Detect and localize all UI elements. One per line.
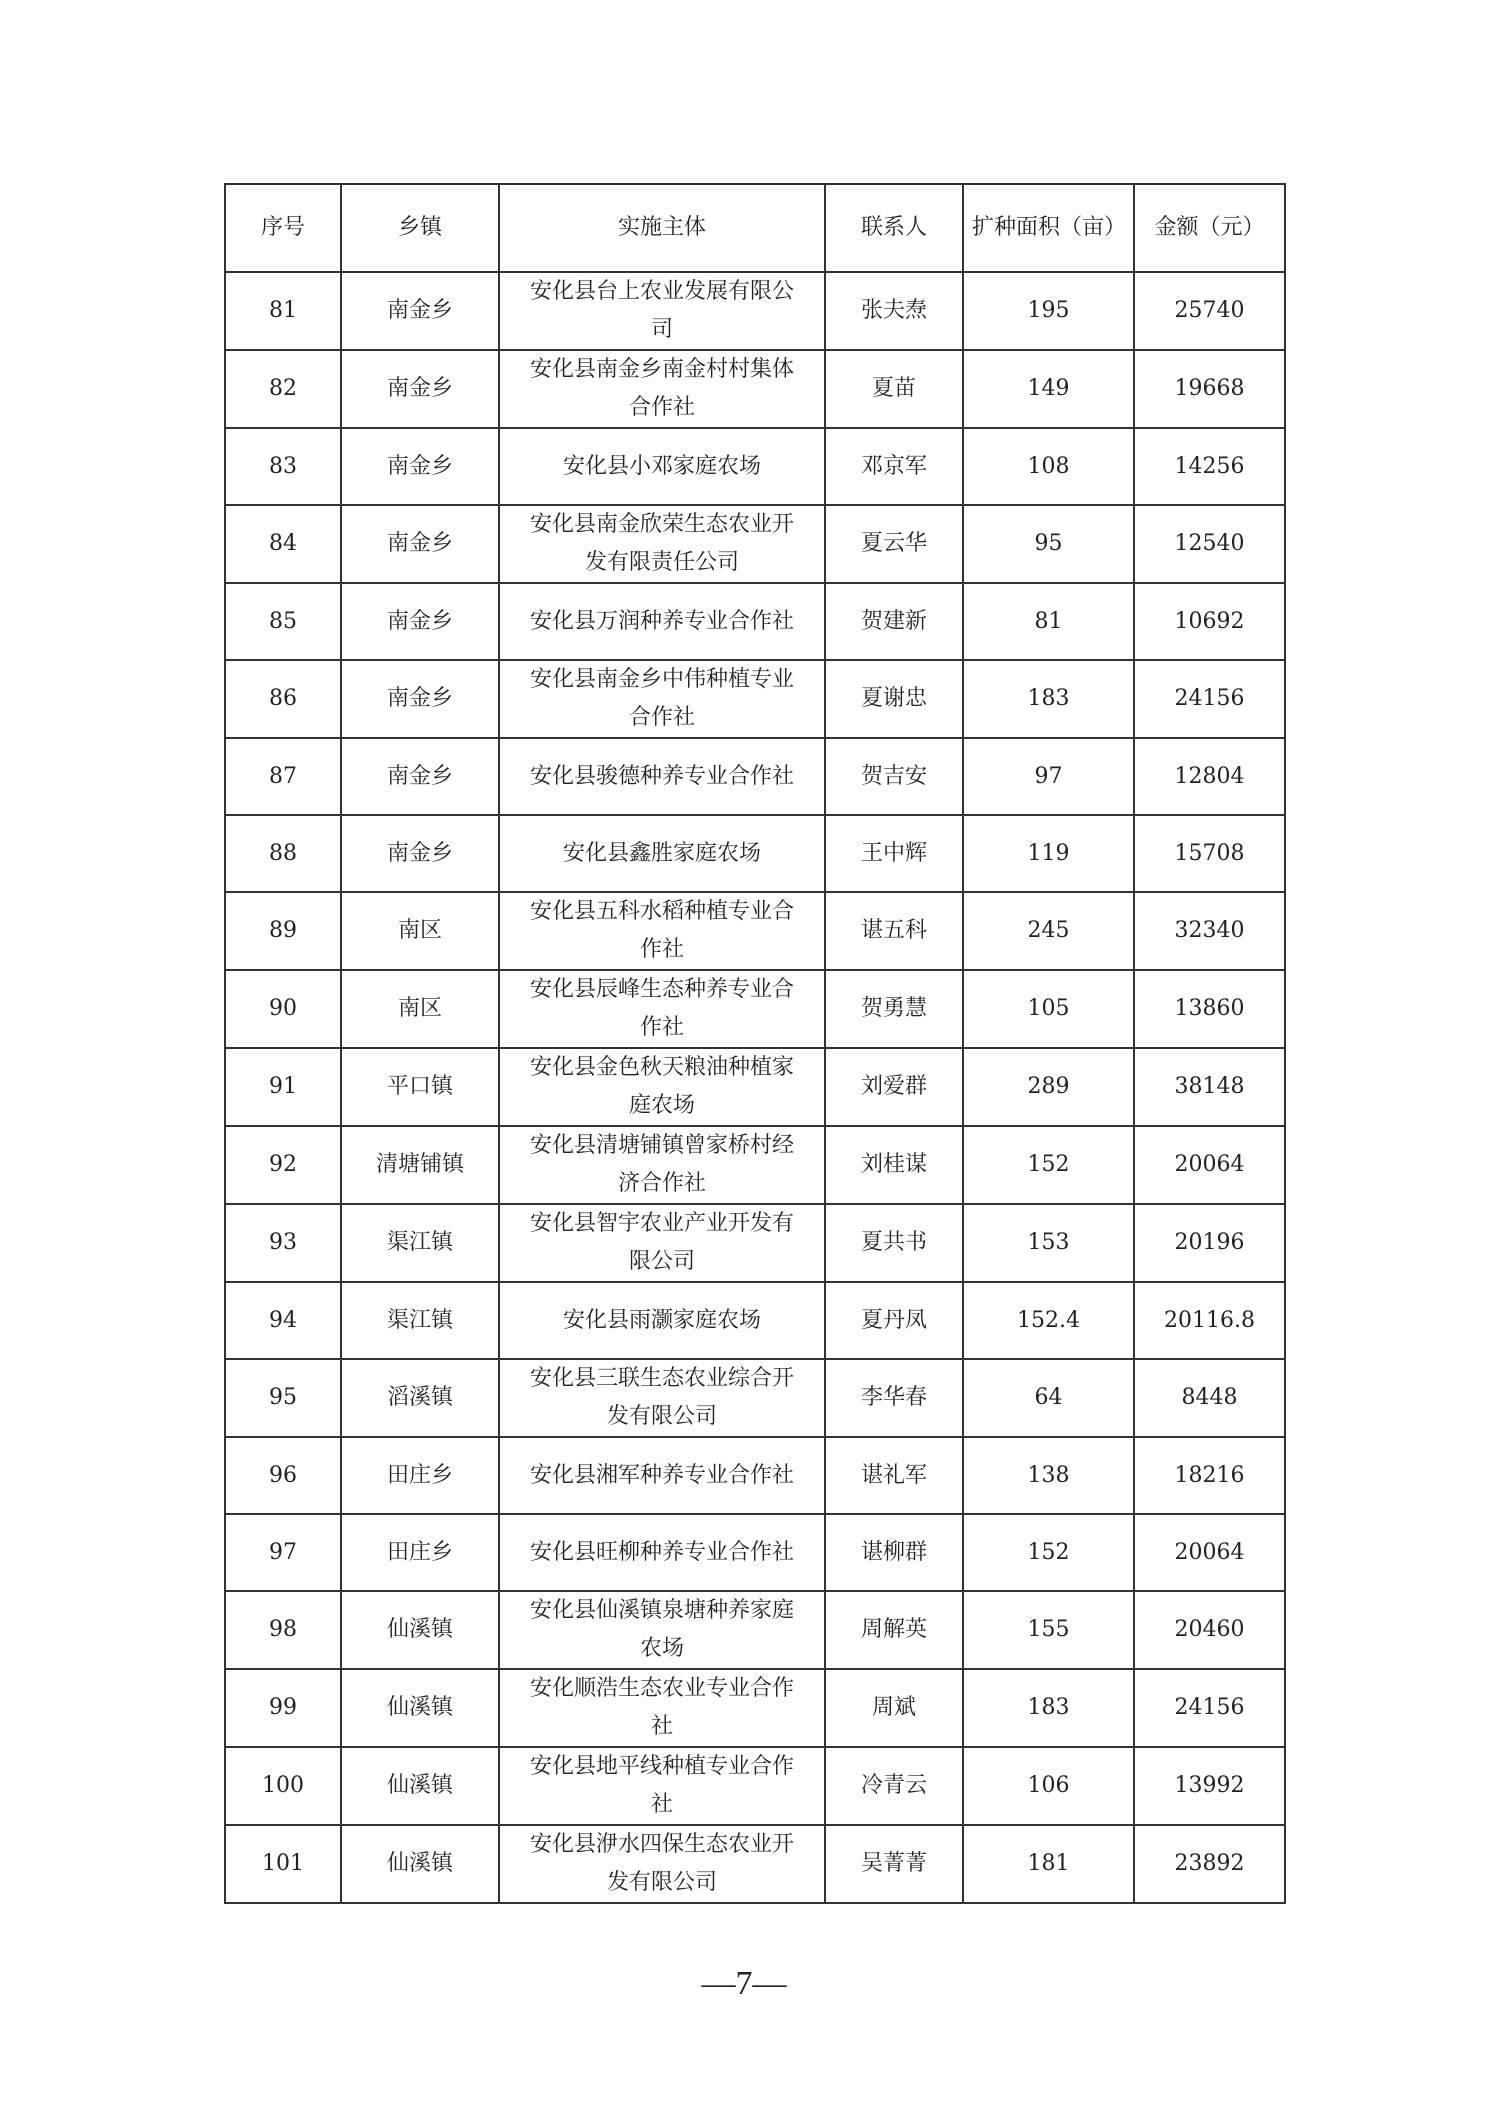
cell-township: 仙溪镇 — [341, 1747, 499, 1825]
cell-area: 152 — [963, 1514, 1134, 1591]
table-row — [225, 350, 1285, 428]
cell-township: 南金乡 — [341, 583, 499, 660]
cell-index: 98 — [225, 1591, 341, 1669]
cell-index: 100 — [225, 1747, 341, 1825]
cell-contact: 刘桂谋 — [825, 1126, 963, 1204]
cell-index: 83 — [225, 428, 341, 505]
table-header-row — [225, 184, 1285, 272]
cell-amount: 20116.8 — [1134, 1282, 1285, 1359]
cell-contact: 邓京军 — [825, 428, 963, 505]
table-row — [225, 1282, 1285, 1359]
cell-index: 101 — [225, 1825, 341, 1903]
cell-amount: 20064 — [1134, 1514, 1285, 1591]
cell-township: 平口镇 — [341, 1048, 499, 1126]
cell-area: 106 — [963, 1747, 1134, 1825]
cell-township: 南区 — [341, 970, 499, 1048]
cell-contact: 夏共书 — [825, 1204, 963, 1282]
cell-amount: 32340 — [1134, 892, 1285, 970]
cell-entity: 安化县台上农业发展有限公司 — [499, 272, 825, 350]
cell-amount: 20196 — [1134, 1204, 1285, 1282]
cell-contact: 李华春 — [825, 1359, 963, 1437]
cell-area: 119 — [963, 815, 1134, 892]
cell-township: 南金乡 — [341, 738, 499, 815]
cell-index: 87 — [225, 738, 341, 815]
cell-index: 82 — [225, 350, 341, 428]
cell-amount: 13992 — [1134, 1747, 1285, 1825]
cell-area: 195 — [963, 272, 1134, 350]
table-row — [225, 1825, 1285, 1903]
cell-index: 90 — [225, 970, 341, 1048]
cell-amount: 13860 — [1134, 970, 1285, 1048]
table-row — [225, 1669, 1285, 1747]
cell-index: 99 — [225, 1669, 341, 1747]
cell-entity: 安化顺浩生态农业专业合作社 — [499, 1669, 825, 1747]
cell-contact: 周解英 — [825, 1591, 963, 1669]
cell-amount: 38148 — [1134, 1048, 1285, 1126]
cell-township: 南金乡 — [341, 505, 499, 583]
cell-township: 南金乡 — [341, 272, 499, 350]
cell-index: 89 — [225, 892, 341, 970]
table-row — [225, 892, 1285, 970]
cell-contact: 谌礼军 — [825, 1437, 963, 1514]
cell-contact: 吴菁菁 — [825, 1825, 963, 1903]
cell-index: 88 — [225, 815, 341, 892]
table-row — [225, 272, 1285, 350]
cell-index: 91 — [225, 1048, 341, 1126]
cell-amount: 25740 — [1134, 272, 1285, 350]
header-contact: 联系人 — [825, 184, 963, 272]
cell-index: 95 — [225, 1359, 341, 1437]
cell-amount: 20460 — [1134, 1591, 1285, 1669]
cell-index: 86 — [225, 660, 341, 738]
cell-entity: 安化县小邓家庭农场 — [499, 428, 825, 505]
table-row — [225, 970, 1285, 1048]
cell-area: 289 — [963, 1048, 1134, 1126]
table-row — [225, 1514, 1285, 1591]
cell-contact: 张夫焘 — [825, 272, 963, 350]
cell-amount: 12804 — [1134, 738, 1285, 815]
cell-area: 152 — [963, 1126, 1134, 1204]
cell-area: 152.4 — [963, 1282, 1134, 1359]
cell-township: 田庄乡 — [341, 1514, 499, 1591]
cell-township: 仙溪镇 — [341, 1825, 499, 1903]
cell-index: 92 — [225, 1126, 341, 1204]
cell-contact: 刘爱群 — [825, 1048, 963, 1126]
table-row — [225, 1747, 1285, 1825]
cell-contact: 王中辉 — [825, 815, 963, 892]
header-township: 乡镇 — [341, 184, 499, 272]
cell-amount: 12540 — [1134, 505, 1285, 583]
cell-area: 97 — [963, 738, 1134, 815]
cell-amount: 23892 — [1134, 1825, 1285, 1903]
cell-township: 田庄乡 — [341, 1437, 499, 1514]
table-row — [225, 815, 1285, 892]
cell-amount: 10692 — [1134, 583, 1285, 660]
cell-contact: 夏丹凤 — [825, 1282, 963, 1359]
cell-amount: 20064 — [1134, 1126, 1285, 1204]
cell-township: 渠江镇 — [341, 1204, 499, 1282]
header-amount: 金额（元） — [1134, 184, 1285, 272]
cell-entity: 安化县清塘铺镇曾家桥村经济合作社 — [499, 1126, 825, 1204]
table-row — [225, 1437, 1285, 1514]
cell-contact: 谌柳群 — [825, 1514, 963, 1591]
cell-contact: 贺建新 — [825, 583, 963, 660]
cell-index: 93 — [225, 1204, 341, 1282]
cell-entity: 安化县旺柳种养专业合作社 — [499, 1514, 825, 1591]
cell-area: 138 — [963, 1437, 1134, 1514]
cell-entity: 安化县雨灏家庭农场 — [499, 1282, 825, 1359]
cell-township: 仙溪镇 — [341, 1591, 499, 1669]
cell-contact: 冷青云 — [825, 1747, 963, 1825]
cell-amount: 19668 — [1134, 350, 1285, 428]
cell-township: 南区 — [341, 892, 499, 970]
table-row — [225, 505, 1285, 583]
cell-entity: 安化县三联生态农业综合开发有限公司 — [499, 1359, 825, 1437]
cell-entity: 安化县地平线种植专业合作社 — [499, 1747, 825, 1825]
cell-entity: 安化县鑫胜家庭农场 — [499, 815, 825, 892]
cell-contact: 夏云华 — [825, 505, 963, 583]
cell-entity: 安化县五科水稻种植专业合作社 — [499, 892, 825, 970]
cell-area: 183 — [963, 1669, 1134, 1747]
table-row — [225, 1204, 1285, 1282]
cell-entity: 安化县仙溪镇泉塘种养家庭农场 — [499, 1591, 825, 1669]
cell-area: 155 — [963, 1591, 1134, 1669]
cell-entity: 安化县洢水四保生态农业开发有限公司 — [499, 1825, 825, 1903]
cell-index: 94 — [225, 1282, 341, 1359]
cell-contact: 谌五科 — [825, 892, 963, 970]
table-row — [225, 660, 1285, 738]
cell-township: 南金乡 — [341, 660, 499, 738]
cell-contact: 贺吉安 — [825, 738, 963, 815]
cell-entity: 安化县南金乡南金村村集体合作社 — [499, 350, 825, 428]
cell-area: 64 — [963, 1359, 1134, 1437]
cell-contact: 夏苗 — [825, 350, 963, 428]
cell-index: 85 — [225, 583, 341, 660]
cell-township: 南金乡 — [341, 428, 499, 505]
cell-amount: 24156 — [1134, 1669, 1285, 1747]
cell-area: 108 — [963, 428, 1134, 505]
page-number: —7— — [701, 1965, 787, 2002]
header-index: 序号 — [225, 184, 341, 272]
cell-area: 81 — [963, 583, 1134, 660]
table-row — [225, 1048, 1285, 1126]
cell-amount: 18216 — [1134, 1437, 1285, 1514]
cell-contact: 夏谢忠 — [825, 660, 963, 738]
cell-index: 97 — [225, 1514, 341, 1591]
cell-township: 渠江镇 — [341, 1282, 499, 1359]
cell-entity: 安化县南金乡中伟种植专业合作社 — [499, 660, 825, 738]
cell-contact: 周斌 — [825, 1669, 963, 1747]
cell-entity: 安化县万润种养专业合作社 — [499, 583, 825, 660]
cell-township: 滔溪镇 — [341, 1359, 499, 1437]
cell-entity: 安化县湘军种养专业合作社 — [499, 1437, 825, 1514]
cell-index: 96 — [225, 1437, 341, 1514]
cell-area: 183 — [963, 660, 1134, 738]
cell-index: 84 — [225, 505, 341, 583]
cell-area: 245 — [963, 892, 1134, 970]
header-entity: 实施主体 — [499, 184, 825, 272]
cell-township: 南金乡 — [341, 350, 499, 428]
cell-entity: 安化县南金欣荣生态农业开发有限责任公司 — [499, 505, 825, 583]
cell-amount: 14256 — [1134, 428, 1285, 505]
cell-amount: 8448 — [1134, 1359, 1285, 1437]
cell-area: 95 — [963, 505, 1134, 583]
table-row — [225, 1591, 1285, 1669]
cell-area: 105 — [963, 970, 1134, 1048]
cell-entity: 安化县金色秋天粮油种植家庭农场 — [499, 1048, 825, 1126]
cell-index: 81 — [225, 272, 341, 350]
subsidy-table — [224, 183, 1286, 1904]
table-row — [225, 428, 1285, 505]
header-area: 扩种面积（亩） — [963, 184, 1134, 272]
cell-entity: 安化县智宇农业产业开发有限公司 — [499, 1204, 825, 1282]
cell-township: 仙溪镇 — [341, 1669, 499, 1747]
cell-township: 南金乡 — [341, 815, 499, 892]
cell-area: 181 — [963, 1825, 1134, 1903]
table-row — [225, 1126, 1285, 1204]
cell-entity: 安化县骏德种养专业合作社 — [499, 738, 825, 815]
cell-area: 149 — [963, 350, 1134, 428]
table-row — [225, 738, 1285, 815]
cell-contact: 贺勇慧 — [825, 970, 963, 1048]
cell-area: 153 — [963, 1204, 1134, 1282]
cell-entity: 安化县辰峰生态种养专业合作社 — [499, 970, 825, 1048]
table-row — [225, 1359, 1285, 1437]
cell-amount: 15708 — [1134, 815, 1285, 892]
cell-amount: 24156 — [1134, 660, 1285, 738]
table-row — [225, 583, 1285, 660]
cell-township: 清塘铺镇 — [341, 1126, 499, 1204]
